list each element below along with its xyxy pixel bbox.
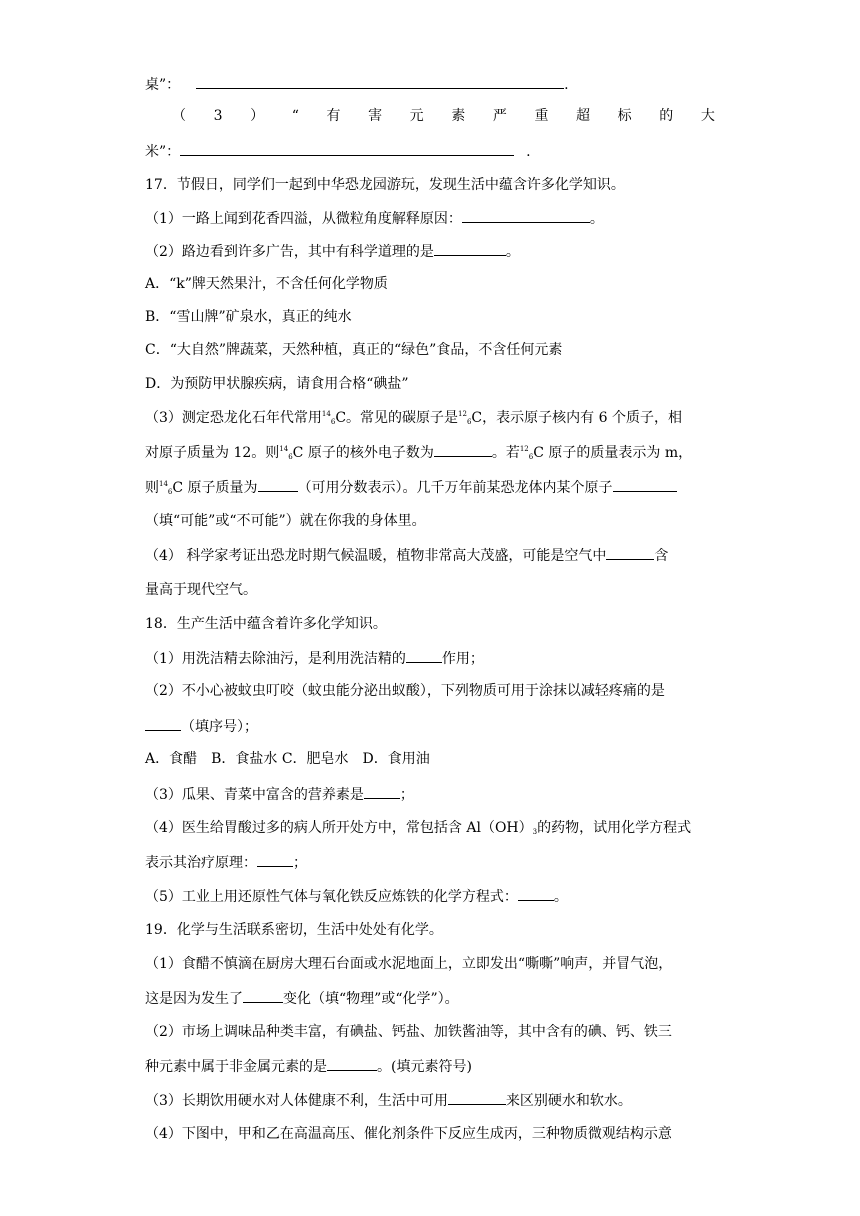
answer-blank[interactable] [258, 477, 298, 492]
answer-blank[interactable] [406, 648, 442, 663]
answer-blank[interactable] [327, 1056, 377, 1071]
q17-option-c: C．“大自然”牌蔬菜，天然种植，真正的“绿色”食品，不含任何元素 [145, 342, 563, 358]
answer-blank[interactable] [257, 852, 293, 867]
answer-blank[interactable] [364, 784, 400, 799]
line-q16-3-tail: 米”： . [145, 141, 715, 162]
q18-part2-line2: （填序号）； [145, 716, 715, 737]
q17-option-d: D．为预防甲状腺疾病，请食用合格“碘盐” [145, 376, 409, 392]
q17-part4-line1: （4） 科学家考证出恐龙时期气候温暖，植物非常高大茂盛，可能是空气中 含 [145, 545, 715, 566]
answer-blank[interactable] [196, 74, 564, 89]
question-19-title: 19．化学与生活联系密切，生活中处处有化学。 [145, 922, 443, 938]
q17-option-a: A．“k”牌天然果汁，不含任何化学物质 [145, 276, 388, 292]
line-q16-3-head: （ 3 ） “ 有 害 元 素 严 重 超 标 的 大 [172, 108, 715, 124]
q18-part4-line2: 表示其治疗原理： ； [145, 852, 715, 873]
line-q16-2-tail: 桌”： . [145, 74, 715, 95]
q18-part4-line1: （4）医生给胃酸过多的病人所开处方中，常包括含 Al（OH）3的药物，试用化学方程式 [145, 820, 692, 836]
q19-part3: （3）长期饮用硬水对人体健康不利，生活中可用 来区别硬水和软水。 [145, 1090, 715, 1111]
answer-blank[interactable] [448, 1090, 506, 1105]
q17-part3-line2: 对原子质量为 12。则$^{14}$6C 原子的核外电子数为 。若$^{12}$6C 原子的质量表示为 m， [145, 442, 715, 465]
q19-part2-line2: 种元素中属于非金属元素的是 。(填元素符号) [145, 1056, 715, 1077]
answer-blank[interactable] [180, 141, 514, 156]
q18-options: A．食醋 B．食盐水 C．肥皂水 D．食用油 [145, 751, 430, 767]
q17-part1: （1）一路上闻到花香四溢，从微粒角度解释原因： 。 [145, 208, 715, 229]
answer-blank[interactable] [243, 988, 283, 1003]
q18-part2-line1: （2）不小心被蚊虫叮咬（蚊虫能分泌出蚁酸），下列物质可用于涂抹以减轻疼痛的是 [145, 683, 665, 699]
question-18-title: 18．生产生活中蕴含着许多化学知识。 [145, 616, 387, 632]
answer-blank[interactable] [613, 477, 677, 492]
q18-part1: （1）用洗洁精去除油污，是利用洗洁精的 作用； [145, 648, 715, 669]
answer-blank[interactable] [434, 241, 506, 256]
answer-blank[interactable] [606, 545, 654, 560]
q17-part3-line3: 则$^{14}$6C 原子质量为 （可用分数表示）。几千万年前某恐龙体内某个原子 [145, 477, 715, 500]
q19-part1-line2: 这是因为发生了 变化（填“物理”或“化学”）。 [145, 988, 715, 1009]
q17-part3-line4: （填“可能”或“不可能”）就在你我的身体里。 [145, 513, 426, 529]
answer-blank[interactable] [518, 886, 554, 901]
q18-part3: （3）瓜果、青菜中富含的营养素是 ； [145, 784, 715, 805]
q17-part3-line1: （3）测定恐龙化石年代常用$^{14}$6C。常见的碳原子是$^{12}$6C，表示原子核内有 6 个质子，相 [145, 410, 682, 426]
q18-part5: （5）工业上用还原性气体与氧化铁反应炼铁的化学方程式： 。 [145, 886, 715, 907]
q17-part2: （2）路边看到许多广告，其中有科学道理的是 。 [145, 241, 715, 262]
q17-part4-line2: 量高于现代空气。 [145, 582, 257, 598]
answer-blank[interactable] [434, 442, 492, 457]
q19-part4-line1: （4）下图中，甲和乙在高温高压、催化剂条件下反应生成丙，三种物质微观结构示意 [145, 1126, 672, 1142]
answer-blank[interactable] [462, 208, 590, 223]
q19-part2-line1: （2）市场上调味品种类丰富，有碘盐、钙盐、加铁酱油等，其中含有的碘、钙、铁三 [145, 1024, 672, 1040]
q17-option-b: B．“雪山牌”矿泉水，真正的纯水 [145, 309, 352, 325]
question-17-title: 17．节假日，同学们一起到中华恐龙园游玩，发现生活中蕴含许多化学知识。 [145, 177, 625, 193]
q19-part1-line1: （1）食醋不慎滴在厨房大理石台面或水泥地面上，立即发出“嘶嘶”响声，并冒气泡， [145, 956, 673, 972]
answer-blank[interactable] [145, 716, 181, 731]
